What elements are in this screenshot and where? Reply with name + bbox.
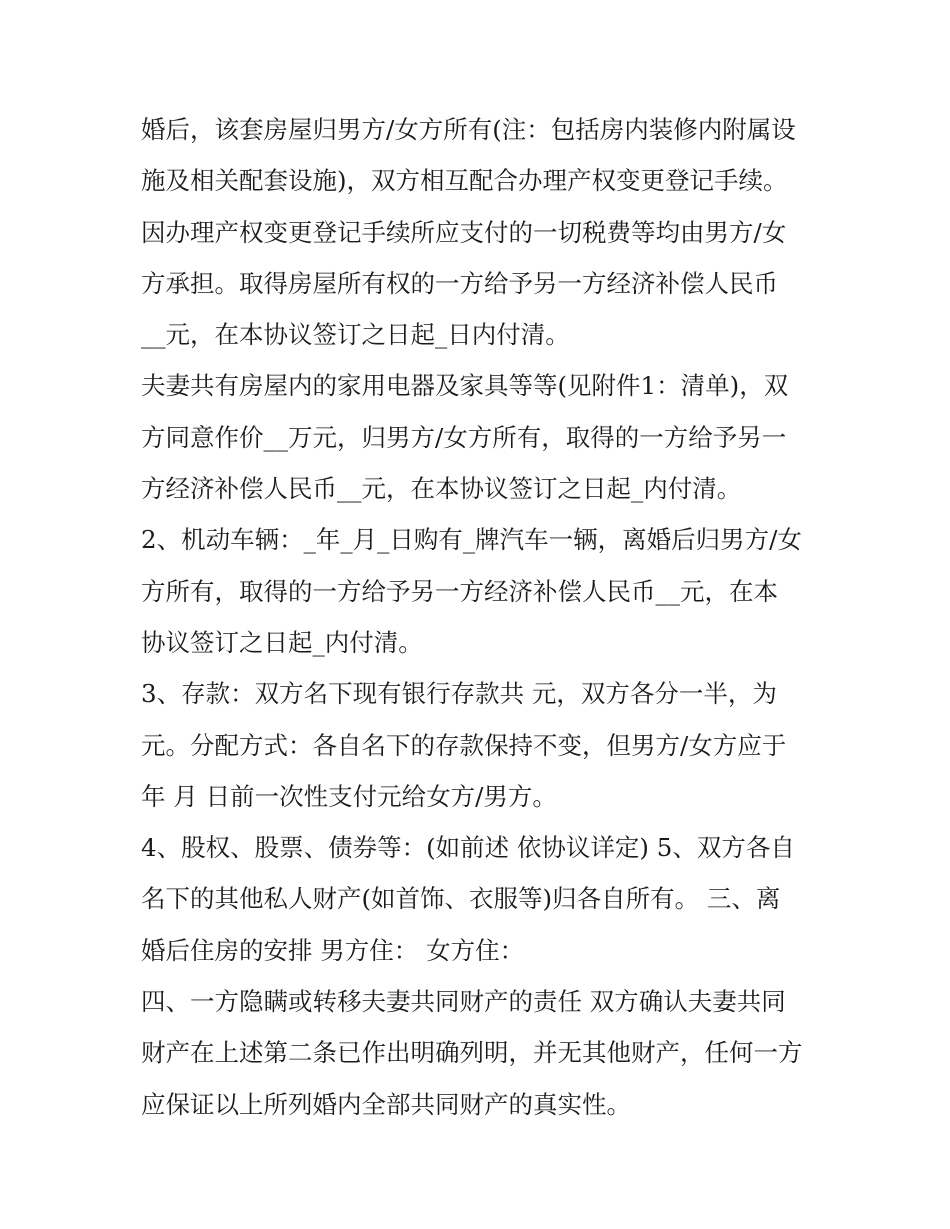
text-line: 应保证以上所列婚内全部共同财产的真实性。 bbox=[141, 1089, 631, 1119]
text-line: 因办理产权变更登记手续所应支付的一切税费等均由男方/女 bbox=[141, 217, 787, 247]
text-line: 四、一方隐瞒或转移夫妻共同财产的责任 双方确认夫妻共同 bbox=[141, 987, 786, 1017]
text-line: 3、存款：双方名下现有银行存款共 元，双方各分一半，为 bbox=[141, 679, 777, 709]
document-body bbox=[141, 104, 821, 1130]
text-line: 协议签订之日起_内付清。 bbox=[141, 627, 423, 657]
text-line: 2、机动车辆：_年_月_日购有_牌汽车一辆，离婚后归男方/女 bbox=[141, 525, 802, 555]
text-line: 施及相关配套设施)，双方相互配合办理产权变更登记手续。 bbox=[141, 166, 788, 196]
text-line: 名下的其他私人财产(如首饰、衣服等)归各自所有。 三、离 bbox=[141, 884, 781, 914]
text-line: 婚后住房的安排 男方住： 女方住： bbox=[141, 935, 525, 965]
text-line: 方所有，取得的一方给予另一方经济补偿人民币__元，在本 bbox=[141, 576, 778, 606]
text-line: 4、股权、股票、债券等：(如前述 依协议详定) 5、双方各自 bbox=[141, 833, 795, 863]
text-line: 方同意作价__万元，归男方/女方所有，取得的一方给予另一 bbox=[141, 422, 787, 452]
text-line: 婚后，该套房屋归男方/女方所有(注：包括房内装修内附属设 bbox=[141, 115, 796, 144]
text-line: __元，在本协议签订之日起_日内付清。 bbox=[141, 320, 570, 350]
text-line: 夫妻共有房屋内的家用电器及家具等等(见附件1：清单)，双 bbox=[141, 371, 789, 401]
text-line: 年 月 日前一次性支付元给女方/男方。 bbox=[141, 781, 557, 811]
text-line: 元。分配方式：各自名下的存款保持不变，但男方/女方应于 bbox=[141, 730, 787, 760]
text-line: 方承担。取得房屋所有权的一方给予另一方经济补偿人民币 bbox=[141, 268, 778, 298]
text-line: 财产在上述第二条已作出明确列明，并无其他财产，任何一方 bbox=[141, 1038, 803, 1068]
text-line: 方经济补偿人民币__元，在本协议签订之日起_内付清。 bbox=[141, 474, 742, 504]
